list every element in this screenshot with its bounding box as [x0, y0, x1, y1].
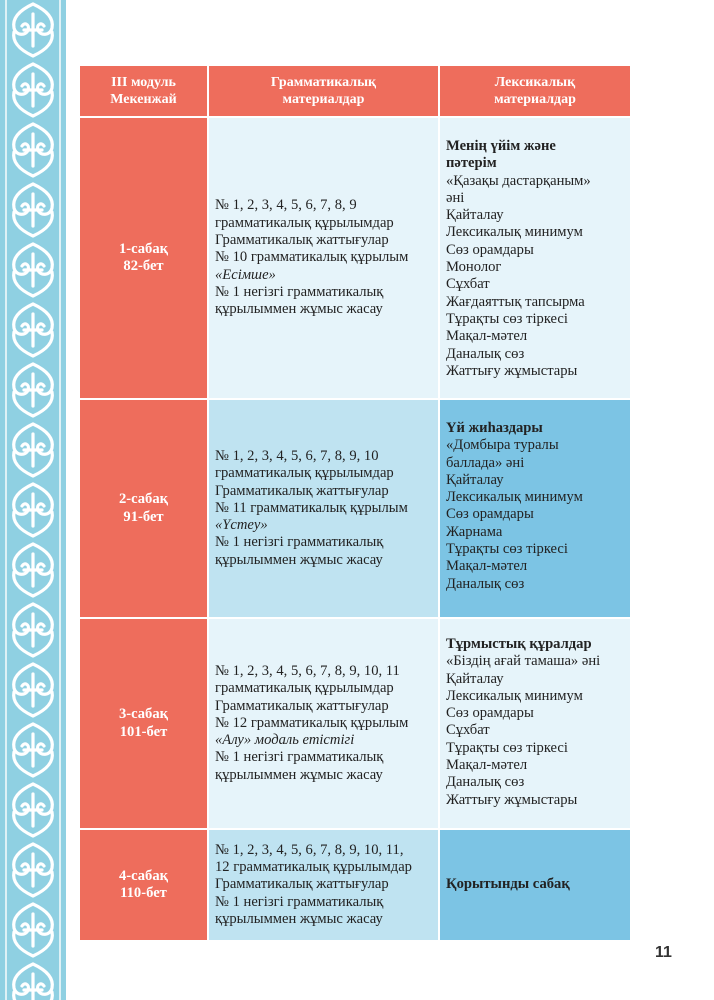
lexical-line: Жаттығу жұмыстары	[446, 791, 578, 808]
lexical-line: Жағдаяттық тапсырма	[446, 293, 585, 310]
grammar-line: грамматикалық құрылымдар	[215, 680, 394, 697]
curriculum-table	[80, 66, 628, 940]
lexical-line: Лексикалық минимум	[446, 687, 583, 704]
lexical-line: «Біздің ағай тамаша» әні	[446, 653, 601, 670]
lexical-line: Сөз орамдары	[446, 241, 534, 258]
grammar-cell-1	[209, 118, 438, 398]
header-line: материалдар	[282, 92, 365, 107]
lesson-page: 101-бет	[119, 723, 168, 740]
grammar-line: грамматикалық құрылымдар	[215, 214, 394, 231]
grammar-line: № 1 негізгі грамматикалық	[215, 534, 384, 551]
lesson-4-cell	[80, 830, 207, 940]
grammar-line: құрылыммен жұмыс жасау	[215, 551, 383, 568]
lesson-label: 1-сабақ	[118, 240, 169, 257]
lesson-3-cell	[80, 619, 207, 828]
grammar-line: № 12 грамматикалық құрылым	[215, 714, 409, 731]
header-line: III модуль	[111, 75, 176, 90]
lexical-line: әні	[446, 189, 465, 206]
lexical-line: Қайталау	[446, 207, 504, 224]
lexical-line: Даналық сөз	[446, 774, 525, 791]
grammar-line: Грамматикалық жаттығулар	[215, 697, 389, 714]
grammar-line: Грамматикалық жаттығулар	[215, 482, 389, 499]
lexical-line: Даналық сөз	[446, 575, 525, 592]
lexical-line: баллада» әні	[446, 454, 525, 471]
lesson-page: 91-бет	[123, 508, 164, 525]
lesson-label: 3-сабақ	[118, 706, 169, 723]
lesson-page: 82-бет	[123, 258, 164, 274]
grammar-line: «Алу» модаль етістігі	[215, 732, 355, 749]
grammar-line: грамматикалық құрылымдар	[215, 465, 394, 482]
grammar-line: № 1, 2, 3, 4, 5, 6, 7, 8, 9	[215, 197, 357, 214]
lexical-line: Тұрақты сөз тіркесі	[446, 739, 568, 756]
grammar-line: № 10 грамматикалық құрылым	[215, 249, 409, 266]
lexical-line: Сөз орамдары	[446, 705, 534, 722]
grammar-line: № 1, 2, 3, 4, 5, 6, 7, 8, 9, 10, 11	[215, 662, 400, 679]
grammar-line: «Есімше»	[215, 266, 276, 283]
lexical-topic-title: пәтерім	[446, 155, 497, 172]
lesson-2-cell	[80, 400, 207, 617]
lexical-line: Қайталау	[446, 670, 504, 687]
page-number: 11	[655, 944, 672, 961]
ornament-pattern-icon	[0, 0, 66, 1000]
grammar-line: № 1, 2, 3, 4, 5, 6, 7, 8, 9, 10	[215, 447, 379, 464]
grammar-line: Грамматикалық жаттығулар	[215, 876, 389, 893]
lexical-line: Сөз орамдары	[446, 506, 534, 523]
grammar-line: құрылыммен жұмыс жасау	[215, 301, 383, 318]
grammar-cell-2	[209, 400, 438, 617]
grammar-line: құрылыммен жұмыс жасау	[215, 910, 383, 927]
lexical-line: Сұхбат	[446, 722, 490, 739]
grammar-line: № 1 негізгі грамматикалық	[215, 749, 384, 766]
lexical-line: Тұрақты сөз тіркесі	[446, 541, 568, 558]
lesson-label: 2-сабақ	[118, 491, 169, 508]
header-line: Мекенжай	[110, 92, 177, 107]
lexical-cell-1	[440, 118, 630, 398]
header-module-address	[80, 66, 207, 116]
lexical-line: «Домбыра туралы	[446, 437, 559, 454]
lexical-line: Жаттығу жұмыстары	[446, 362, 578, 379]
header-line: материалдар	[494, 92, 576, 107]
header-line: Лексикалық	[494, 75, 576, 90]
lexical-line: Лексикалық минимум	[446, 489, 583, 506]
lexical-line: Жарнама	[446, 523, 503, 540]
ornament-border	[0, 0, 66, 1000]
header-grammar	[209, 66, 438, 116]
lexical-cell-4	[440, 830, 630, 940]
grammar-line: № 1 негізгі грамматикалық	[215, 283, 384, 300]
lexical-line: Мақал-мәтел	[446, 757, 528, 774]
lesson-1-cell	[80, 118, 207, 398]
lexical-cell-2	[440, 400, 630, 617]
grammar-line: Грамматикалық жаттығулар	[215, 232, 389, 249]
lexical-cell-3	[440, 619, 630, 828]
lexical-topic-title: Менің үйім және	[446, 138, 556, 154]
lexical-line: Тұрақты сөз тіркесі	[446, 310, 568, 327]
lexical-line: Лексикалық минимум	[446, 224, 583, 241]
lexical-line: Қайталау	[446, 471, 504, 488]
header-line: Грамматикалық	[270, 75, 377, 90]
grammar-line: құрылыммен жұмыс жасау	[215, 766, 383, 783]
lexical-topic-title: Үй жиһаздары	[446, 420, 543, 436]
lexical-topic-title: Қорытынды сабақ	[446, 876, 570, 893]
lexical-line: Даналық сөз	[446, 345, 525, 362]
lexical-line: Сұхбат	[446, 276, 490, 293]
lexical-topic-title: Тұрмыстық құралдар	[446, 636, 592, 652]
lesson-page: 110-бет	[120, 885, 167, 901]
grammar-line: 12 грамматикалық құрылымдар	[215, 859, 412, 876]
lesson-label: 4-сабақ	[118, 867, 169, 884]
lexical-line: Мақал-мәтел	[446, 558, 528, 575]
lexical-line: Монолог	[446, 259, 502, 276]
grammar-cell-3	[209, 619, 438, 828]
header-lexical	[440, 66, 630, 116]
lexical-line: «Қазақы дастарқаным»	[446, 172, 591, 189]
grammar-line: № 11 грамматикалық құрылым	[215, 499, 408, 516]
grammar-line: № 1, 2, 3, 4, 5, 6, 7, 8, 9, 10, 11,	[215, 841, 404, 858]
grammar-line: № 1 негізгі грамматикалық	[215, 893, 384, 910]
grammar-line: «Үстеу»	[215, 517, 268, 534]
lexical-line: Мақал-мәтел	[446, 328, 528, 345]
grammar-cell-4	[209, 830, 438, 940]
